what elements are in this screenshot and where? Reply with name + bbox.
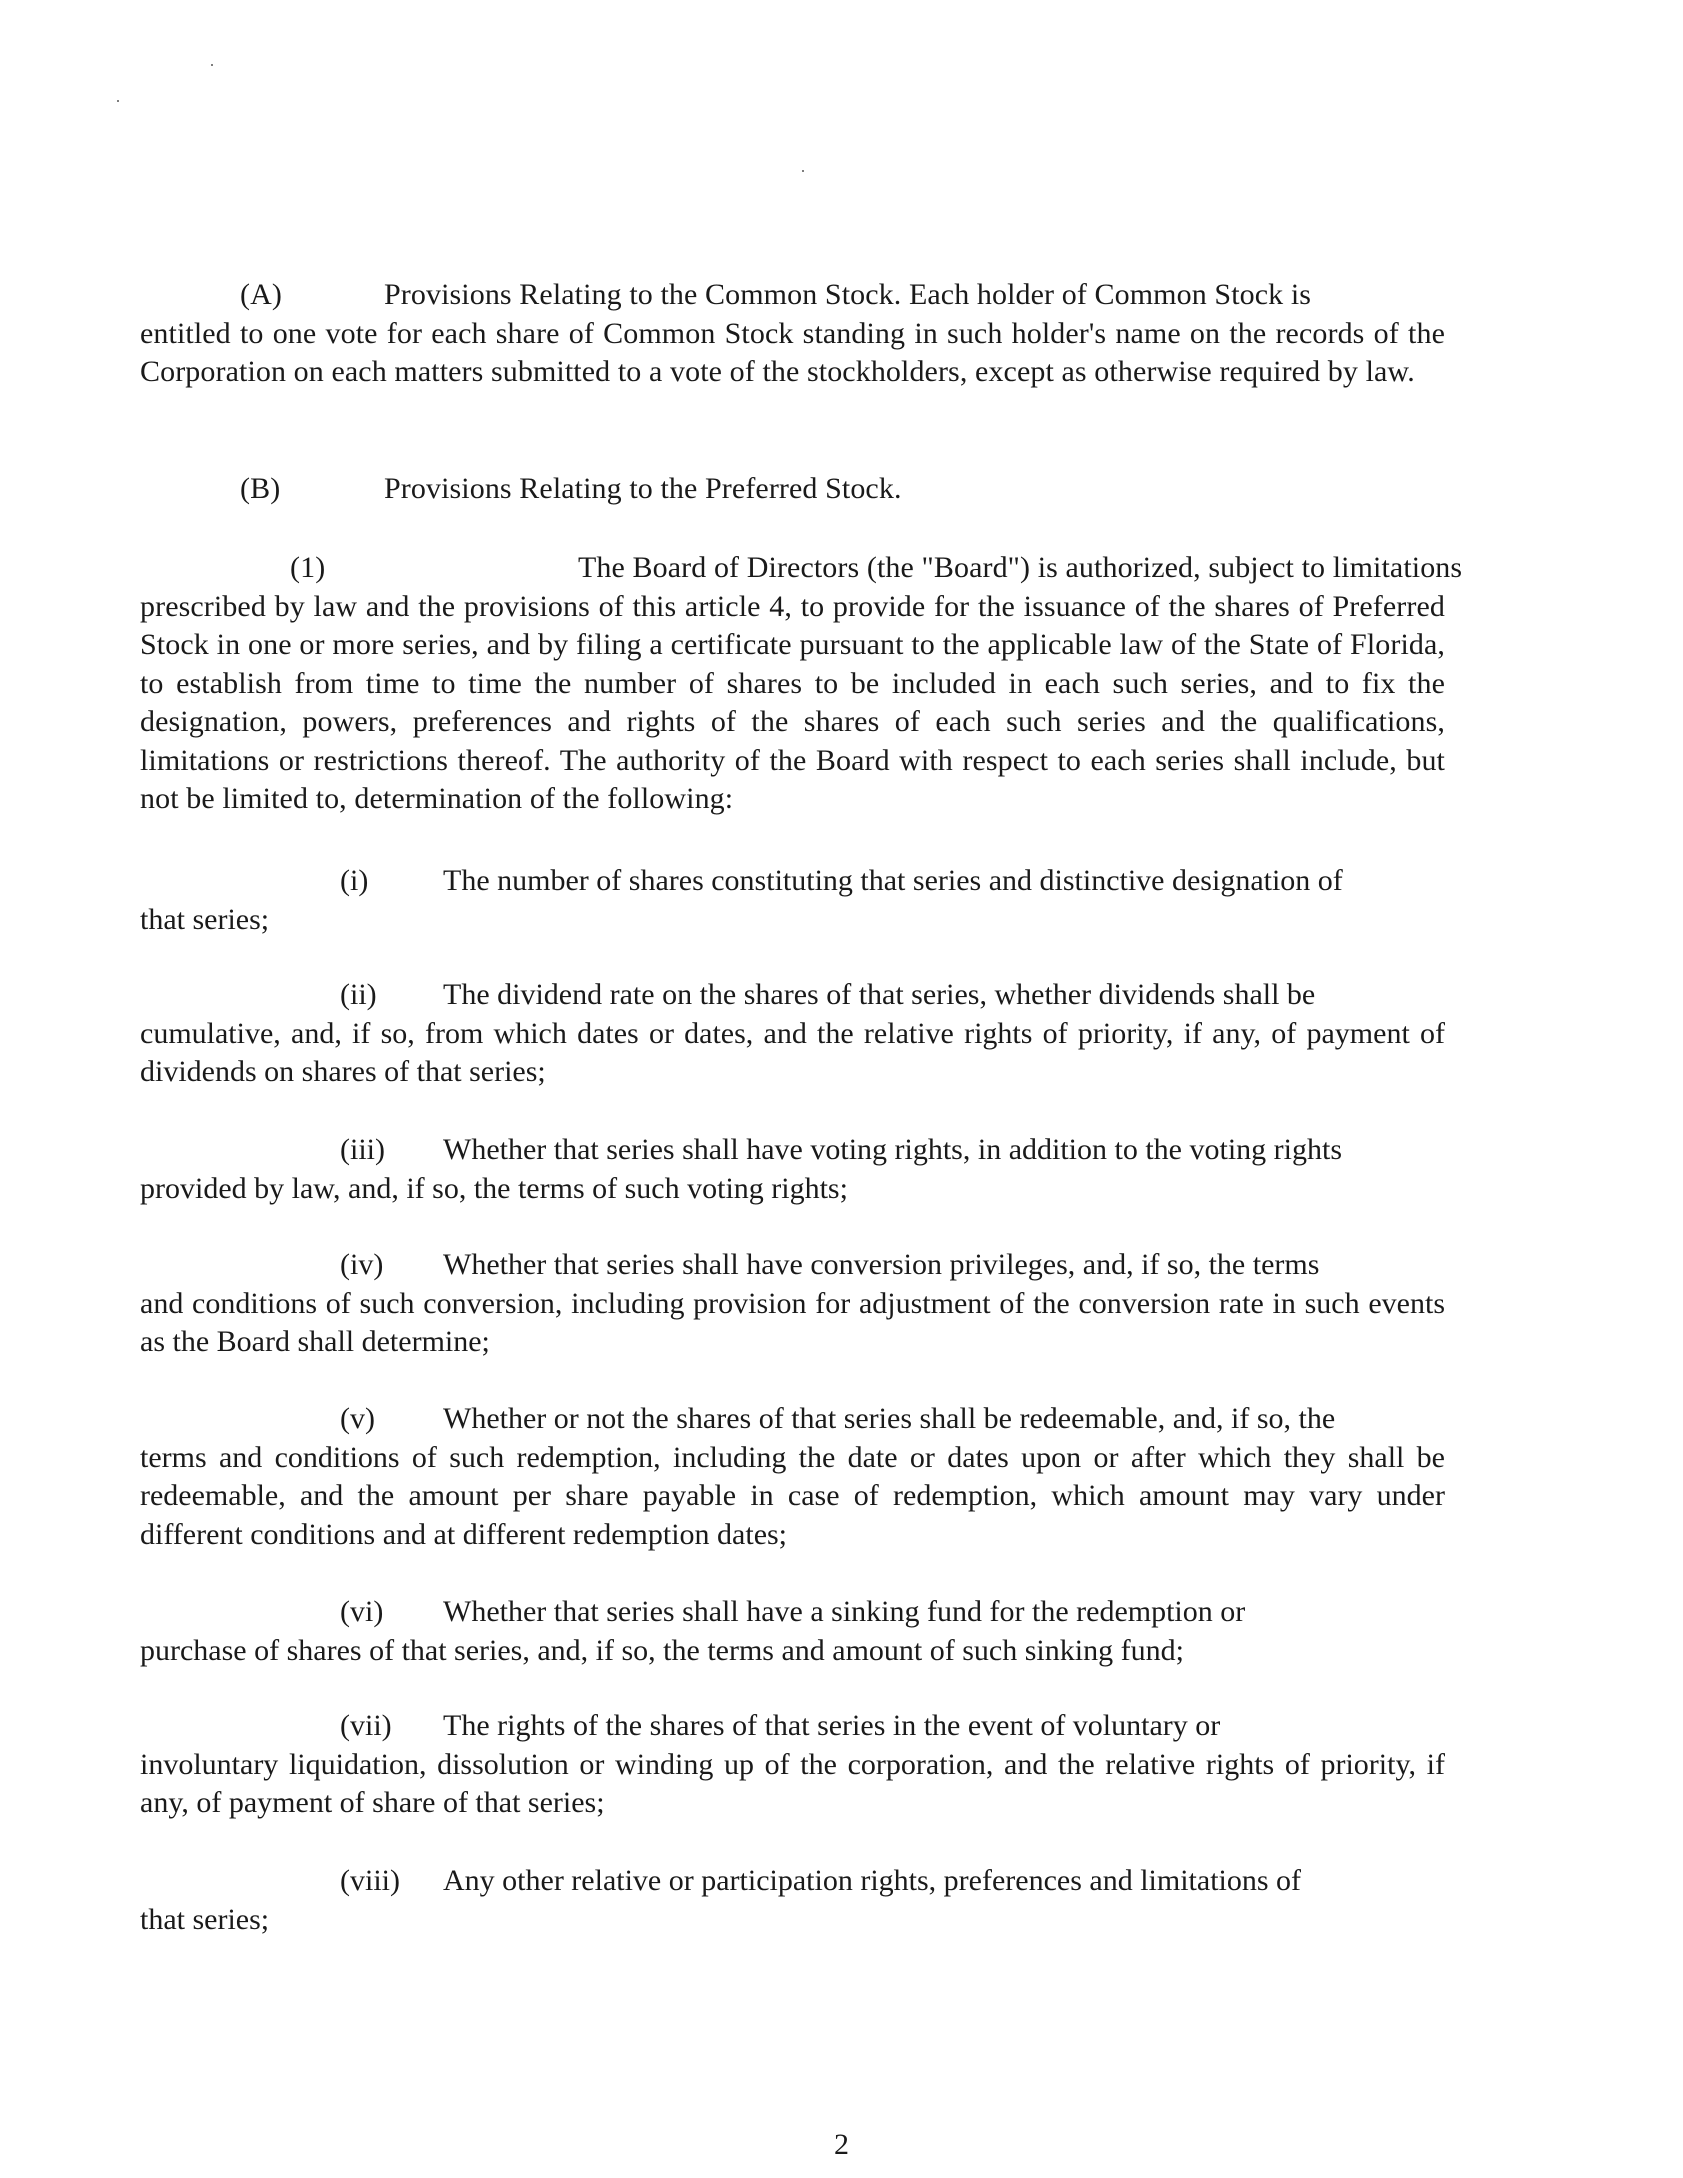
- list-item: [140, 1246, 1445, 1362]
- item-lead: Any other relative or participation rights, preferences and limitations of: [443, 1864, 1302, 1897]
- item-marker: (viii): [340, 1864, 400, 1897]
- list-item: [140, 1593, 1445, 1670]
- section-b-heading: [140, 470, 1445, 509]
- list-item: [140, 1707, 1445, 1823]
- clause-1-marker: (1): [290, 551, 326, 584]
- item-marker: (iv): [340, 1248, 384, 1281]
- item-marker: (i): [340, 864, 369, 897]
- list-item: [140, 862, 1445, 939]
- item-lead: Whether that series shall have voting rights, in addition to the voting rights: [443, 1133, 1343, 1166]
- clause-1-text-rest: prescribed by law and the provisions of this article 4, to provide for the issuance of the shares of Preferred Stock in one or more series, and by filing a certificate pursuant to the applicable law of the State of Florida, to establish from time to time the number of shares to be included in each such series, and to fix the designation, powers, preferences and rights of the shares of each such series and the qualifications, limitations or restrictions thereof. The authority of the Board with respect to each series shall include, but not be limited to, determination of the following:: [140, 589, 1445, 815]
- item-lead: Whether that series shall have conversion privileges, and, if so, the terms: [443, 1248, 1320, 1281]
- item-rest: and conditions of such conversion, including provision for adjustment of the conversion rate in such events as the Board shall determine;: [140, 1286, 1445, 1358]
- item-rest: terms and conditions of such redemption, including the date or dates upon or after which they shall be redeemable, and the amount per share payable in case of redemption, which amount may vary under different conditions and at different redemption dates;: [140, 1440, 1445, 1551]
- item-marker: (ii): [340, 978, 377, 1011]
- item-rest: cumulative, and, if so, from which dates or dates, and the relative rights of priority, if any, of payment of dividends on shares of that series;: [140, 1016, 1445, 1088]
- item-rest: that series;: [140, 902, 270, 936]
- item-rest: that series;: [140, 1902, 270, 1936]
- section-b-marker: (B): [240, 472, 281, 505]
- list-item: [140, 1131, 1445, 1208]
- section-b-title: Provisions Relating to the Preferred Stock.: [384, 472, 902, 505]
- list-item: [140, 1862, 1445, 1939]
- section-a-text-lead: Provisions Relating to the Common Stock. Each holder of Common Stock is: [384, 278, 1312, 311]
- section-a-paragraph: [140, 276, 1445, 392]
- list-item: [140, 976, 1445, 1092]
- section-a-marker: (A): [240, 278, 282, 311]
- page-number: 2: [834, 2128, 849, 2161]
- item-marker: (vii): [340, 1709, 392, 1742]
- item-lead: Whether that series shall have a sinking fund for the redemption or: [443, 1595, 1246, 1628]
- list-item: [140, 1400, 1445, 1554]
- item-marker: (vi): [340, 1595, 384, 1628]
- item-rest: purchase of shares of that series, and, if so, the terms and amount of such sinking fund;: [140, 1633, 1184, 1667]
- clause-1-text-lead: The Board of Directors (the "Board") is authorized, subject to limitations: [578, 551, 1463, 584]
- item-rest: provided by law, and, if so, the terms of such voting rights;: [140, 1171, 848, 1205]
- clause-1-paragraph: [140, 549, 1463, 819]
- scan-speck: [802, 170, 804, 172]
- scan-speck: [117, 100, 119, 102]
- item-lead: The dividend rate on the shares of that series, whether dividends shall be: [443, 978, 1316, 1011]
- item-rest: involuntary liquidation, dissolution or winding up of the corporation, and the relative rights of priority, if any, of payment of share of that series;: [140, 1747, 1445, 1819]
- section-a-text-rest: entitled to one vote for each share of Common Stock standing in such holder's name on the records of the Corporation on each matters submitted to a vote of the stockholders, except as otherwise required by law.: [140, 316, 1445, 388]
- scan-speck: [211, 64, 213, 66]
- item-marker: (v): [340, 1402, 375, 1435]
- item-lead: Whether or not the shares of that series shall be redeemable, and, if so, the: [443, 1402, 1336, 1435]
- item-lead: The rights of the shares of that series in the event of voluntary or: [443, 1709, 1221, 1742]
- item-marker: (iii): [340, 1133, 385, 1166]
- item-lead: The number of shares constituting that series and distinctive designation of: [443, 864, 1343, 897]
